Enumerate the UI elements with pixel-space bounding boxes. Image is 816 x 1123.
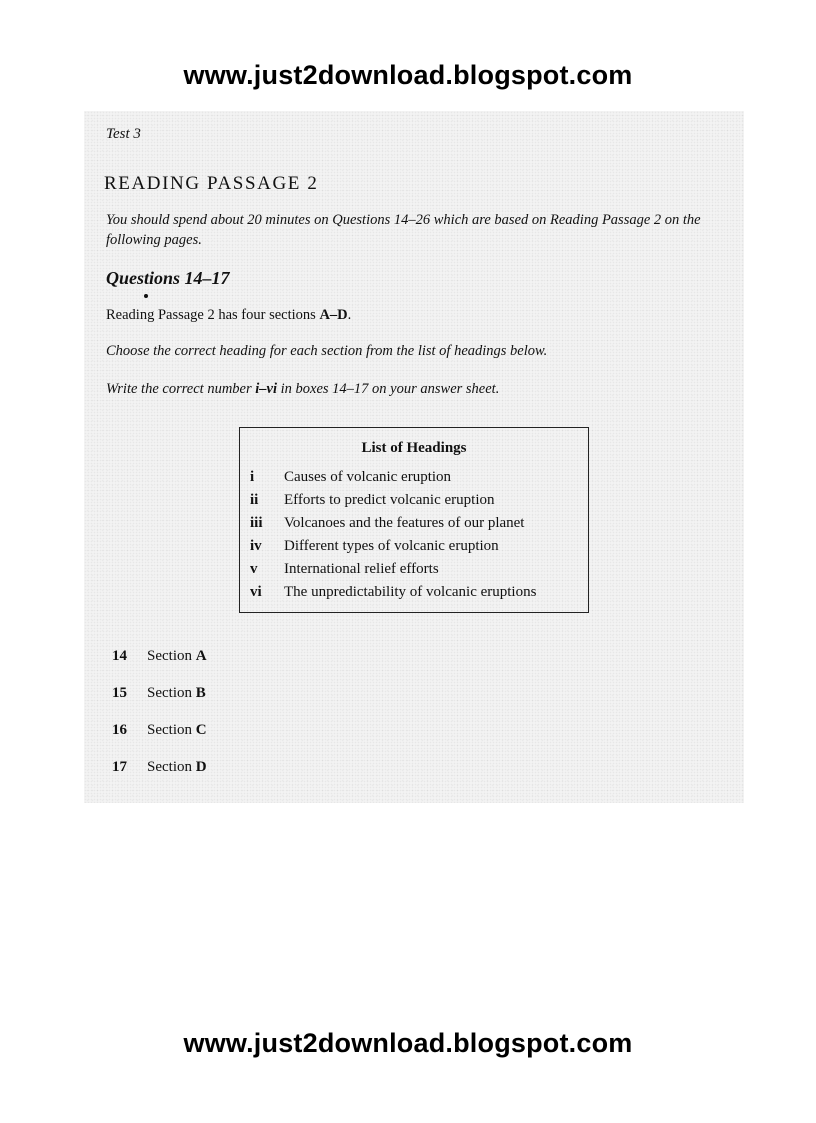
heading-number: v [250, 561, 258, 577]
heading-item [250, 492, 495, 509]
watermark-bottom: www.just2download.blogspot.com [183, 1028, 633, 1058]
bullet-dot [144, 294, 148, 298]
section-letter: B [195, 685, 206, 701]
question-label: Section [147, 722, 192, 738]
heading-text: The unpredictability of volcanic eruptions [284, 584, 537, 600]
section-letter: D [195, 759, 207, 775]
question-label: Section [147, 685, 192, 701]
heading-item [250, 469, 451, 486]
heading-number: iv [250, 538, 262, 554]
section-letter: C [195, 722, 207, 738]
question-number: 16 [112, 722, 127, 738]
question-number: 15 [112, 685, 127, 701]
list-of-headings-box [239, 427, 589, 613]
heading-number: i [250, 469, 255, 485]
heading-item [250, 584, 536, 601]
time-instruction: You should spend about 20 minutes on Questions 14–26 which are based on Reading Passage 2 on the following pages. [106, 212, 701, 248]
headings-title: List of Headings [361, 440, 467, 456]
heading-text: Volcanoes and the features of our planet [284, 515, 525, 531]
question-number: 14 [112, 648, 127, 664]
question-row [112, 759, 207, 776]
questions-title: Questions 14–17 [106, 268, 230, 288]
sections-statement: Reading Passage 2 has four sections A–D. [106, 307, 352, 323]
write-instruction: Write the correct number i–vi in boxes 14–17 on your answer sheet. [106, 381, 500, 397]
scanned-page [84, 111, 744, 803]
question-label: Section [147, 648, 192, 664]
question-row [112, 685, 206, 702]
heading-item [250, 515, 524, 532]
question-number: 17 [112, 759, 127, 775]
question-label: Section [147, 759, 192, 775]
passage-title: READING PASSAGE 2 [104, 173, 319, 194]
question-row [112, 648, 207, 665]
heading-text: Different types of volcanic eruption [284, 538, 499, 554]
heading-number: ii [250, 492, 259, 508]
heading-text: International relief efforts [284, 561, 439, 577]
heading-number: iii [250, 515, 263, 531]
heading-item [250, 561, 439, 578]
heading-text: Efforts to predict volcanic eruption [284, 492, 495, 508]
heading-item [250, 538, 499, 555]
section-letter: A [195, 648, 207, 664]
heading-number: vi [250, 584, 262, 600]
heading-text: Causes of volcanic eruption [284, 469, 452, 485]
choose-instruction: Choose the correct heading for each section from the list of headings below. [106, 343, 548, 359]
watermark-top: www.just2download.blogspot.com [183, 60, 633, 90]
question-row [112, 722, 207, 739]
test-label: Test 3 [106, 126, 141, 142]
